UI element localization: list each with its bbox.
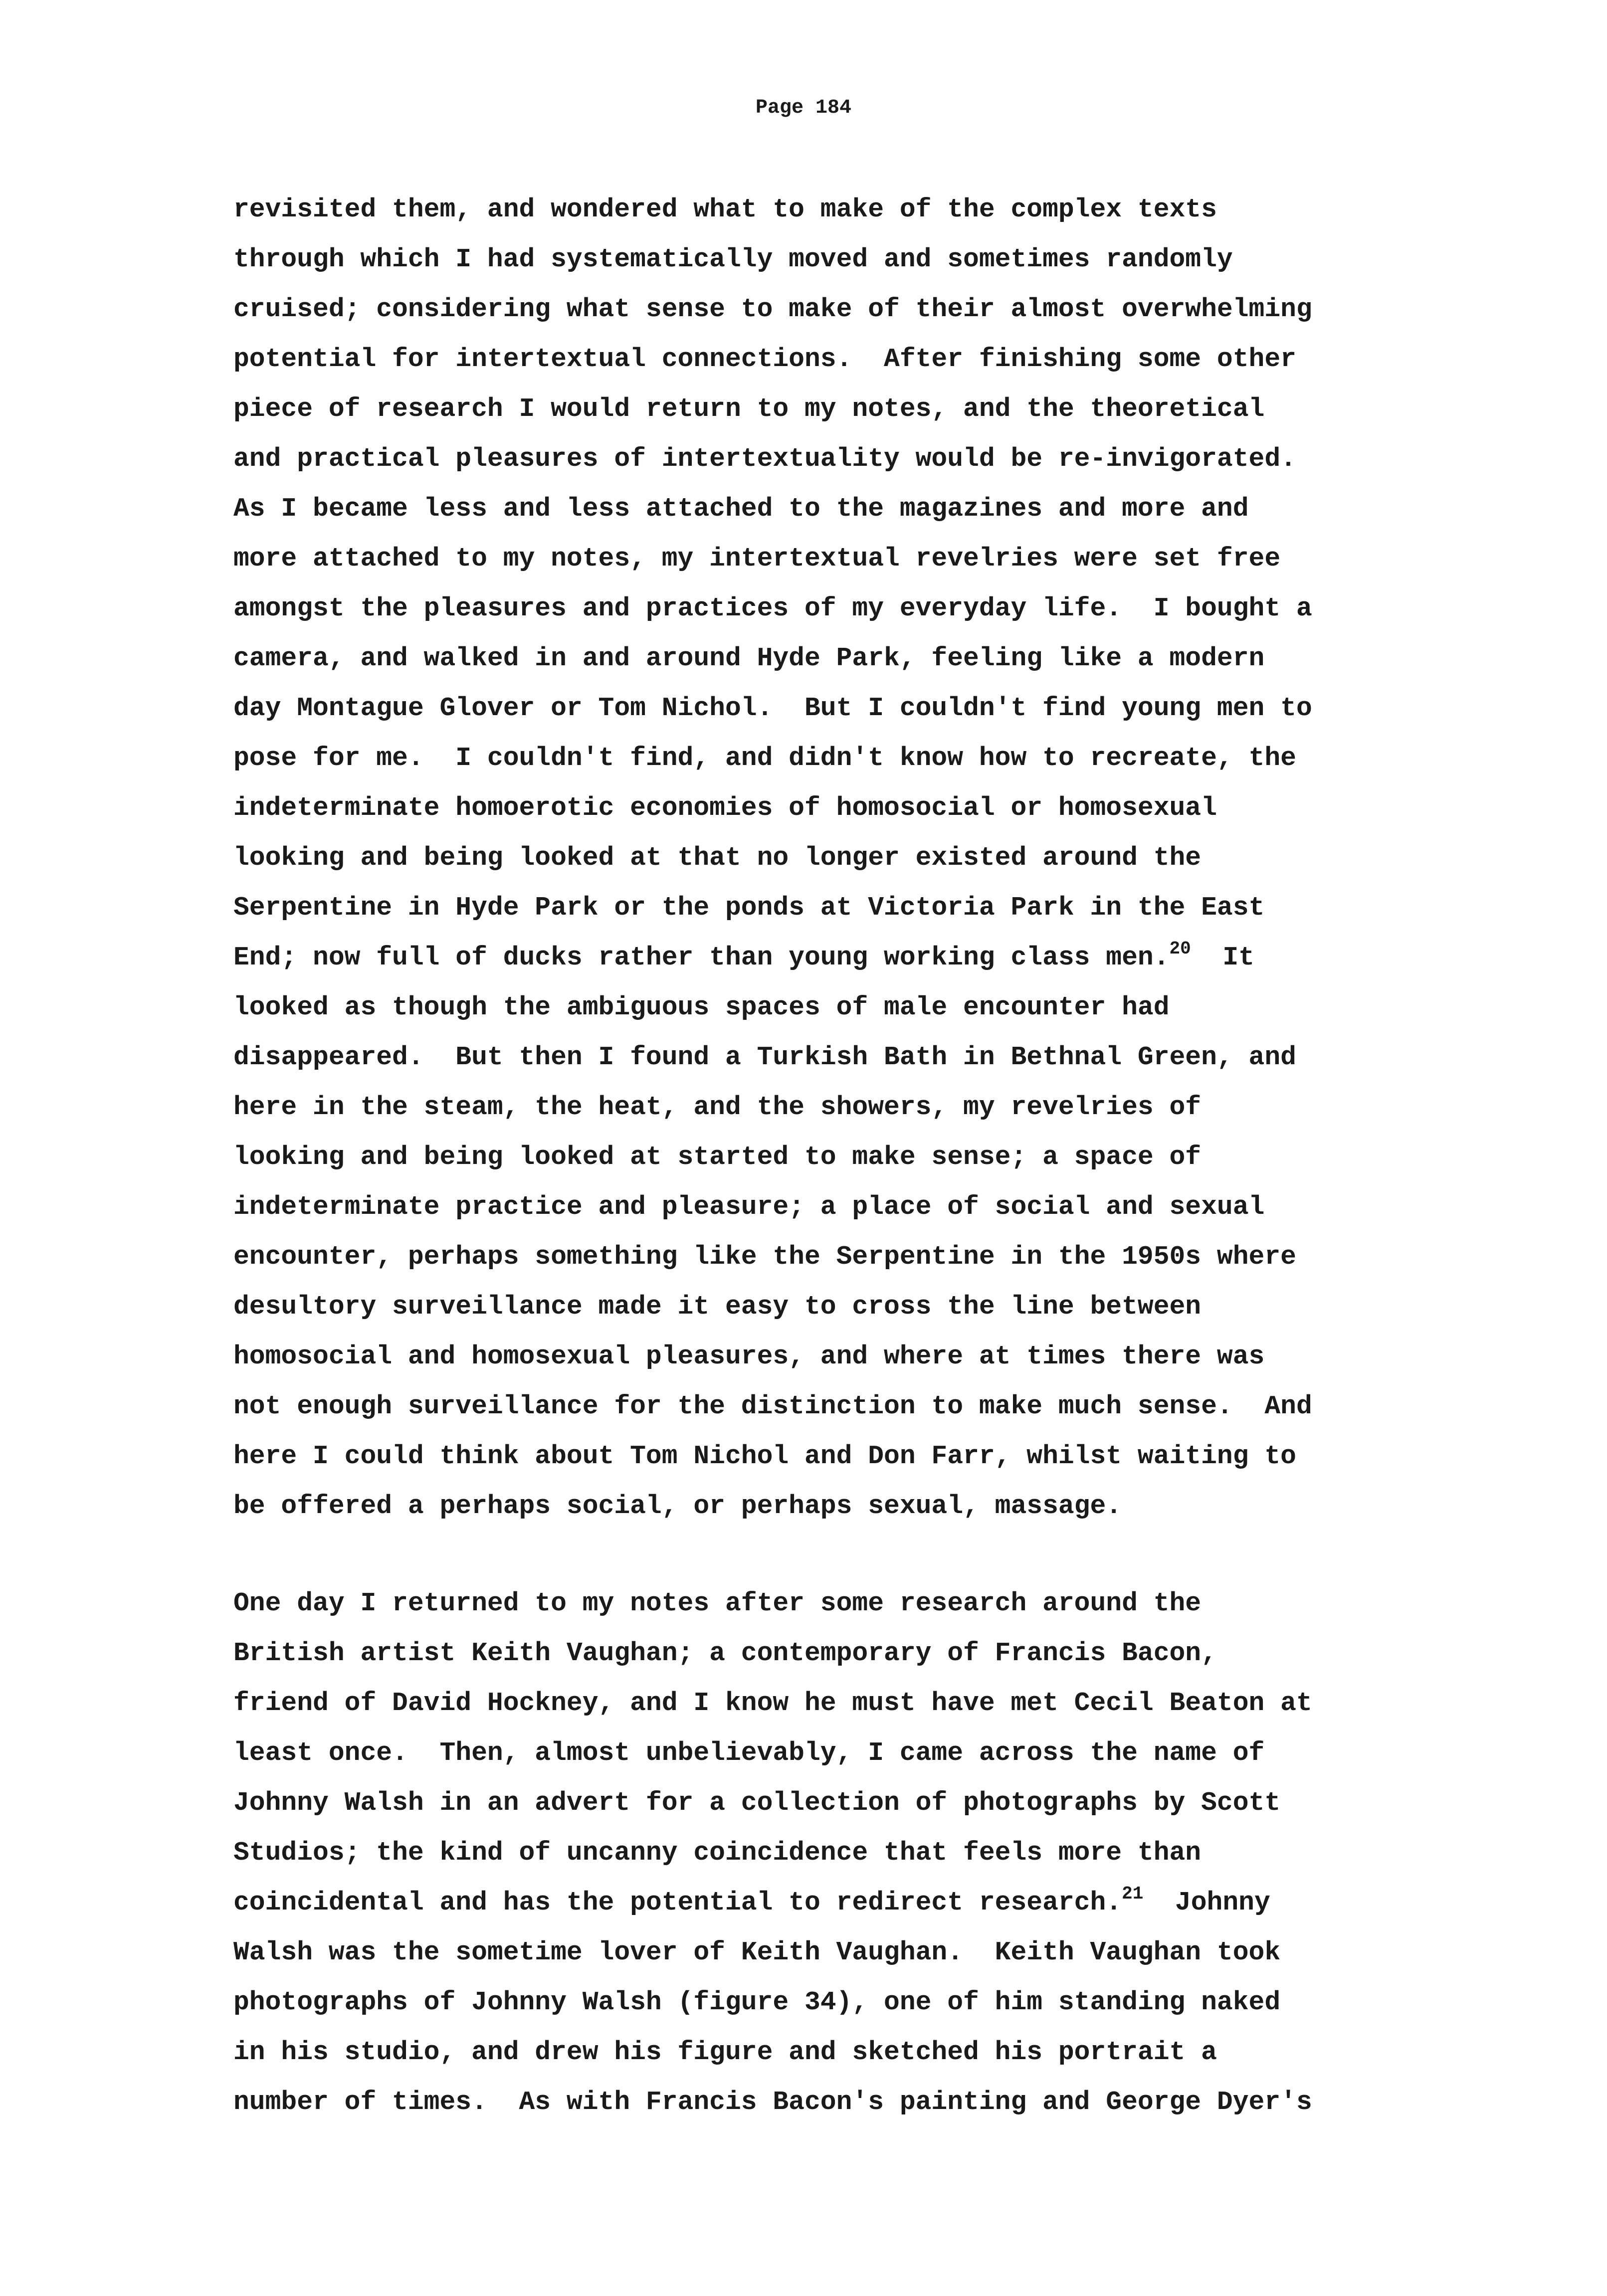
text-line: revisited them, and wondered what to make of the complex texts — [233, 194, 1217, 224]
text-line: and practical pleasures of intertextuality would be re-invigorated. — [233, 444, 1296, 474]
text-line: Johnny Walsh in an advert for a collection of photographs by Scott — [233, 1788, 1281, 1818]
text-line: amongst the pleasures and practices of my everyday life. I bought a — [233, 593, 1312, 623]
text-line: be offered a perhaps social, or perhaps sexual, massage. — [233, 1491, 1122, 1521]
text-line: photographs of Johnny Walsh (figure 34), one of him standing naked — [233, 1987, 1281, 2017]
text-line-with-footnote — [233, 1878, 1410, 1927]
text-segment: Johnny — [1143, 1888, 1270, 1917]
text-line: looking and being looked at that no longer existed around the — [233, 843, 1202, 873]
text-line: looking and being looked at started to make sense; a space of — [233, 1142, 1202, 1172]
page-number: Page 184 — [755, 97, 852, 119]
text-line: One day I returned to my notes after some research around the — [233, 1588, 1202, 1618]
text-line-with-footnote — [233, 933, 1410, 982]
text-line: camera, and walked in and around Hyde Park, feeling like a modern — [233, 643, 1265, 673]
text-line: here in the steam, the heat, and the showers, my revelries of — [233, 1092, 1202, 1122]
text-line: encounter, perhaps something like the Serpentine in the 1950s where — [233, 1242, 1296, 1272]
text-line: indeterminate homoerotic economies of homosocial or homosexual — [233, 793, 1217, 823]
text-line: more attached to my notes, my intertextual revelries were set free — [233, 544, 1281, 574]
text-line: Walsh was the sometime lover of Keith Vaughan. Keith Vaughan took — [233, 1937, 1281, 1967]
text-line: through which I had systematically moved and sometimes randomly — [233, 244, 1233, 274]
text-line: Serpentine in Hyde Park or the ponds at Victoria Park in the East — [233, 893, 1265, 923]
text-line: looked as though the ambiguous spaces of male encounter had — [233, 992, 1170, 1022]
text-line: least once. Then, almost unbelievably, I came across the name of — [233, 1738, 1265, 1768]
text-line: friend of David Hockney, and I know he must have met Cecil Beaton at — [233, 1688, 1312, 1718]
text-line: not enough surveillance for the distinction to make much sense. And — [233, 1391, 1312, 1421]
text-segment: coincidental and has the potential to redirect research. — [233, 1888, 1122, 1917]
text-segment: End; now full of ducks rather than young working class men. — [233, 943, 1170, 972]
paragraph-1 — [233, 185, 1410, 1531]
text-line: piece of research I would return to my notes, and the theoretical — [233, 394, 1265, 424]
text-line: in his studio, and drew his figure and sketched his portrait a — [233, 2037, 1217, 2067]
text-line: homosocial and homosexual pleasures, and where at times there was — [233, 1341, 1265, 1371]
text-line: potential for intertextual connections. After finishing some other — [233, 344, 1296, 374]
paragraph-2 — [233, 1578, 1410, 2127]
text-line: disappeared. But then I found a Turkish Bath in Bethnal Green, and — [233, 1042, 1296, 1072]
footnote-marker-20: 20 — [1169, 939, 1191, 959]
text-line: day Montague Glover or Tom Nichol. But I couldn't find young men to — [233, 693, 1312, 723]
text-segment: It — [1191, 943, 1254, 972]
text-line: pose for me. I couldn't find, and didn't know how to recreate, the — [233, 743, 1296, 773]
text-line: cruised; considering what sense to make of their almost overwhelming — [233, 294, 1312, 324]
text-line: As I became less and less attached to the magazines and more and — [233, 494, 1249, 524]
text-line: here I could think about Tom Nichol and Don Farr, whilst waiting to — [233, 1441, 1296, 1471]
text-line: number of times. As with Francis Bacon's painting and George Dyer's — [233, 2087, 1312, 2117]
footnote-marker-21: 21 — [1122, 1884, 1144, 1904]
text-line: desultory surveillance made it easy to cross the line between — [233, 1292, 1202, 1322]
text-line: British artist Keith Vaughan; a contemporary of Francis Bacon, — [233, 1638, 1217, 1668]
text-line: indeterminate practice and pleasure; a place of social and sexual — [233, 1192, 1265, 1222]
text-line: Studios; the kind of uncanny coincidence that feels more than — [233, 1838, 1202, 1868]
